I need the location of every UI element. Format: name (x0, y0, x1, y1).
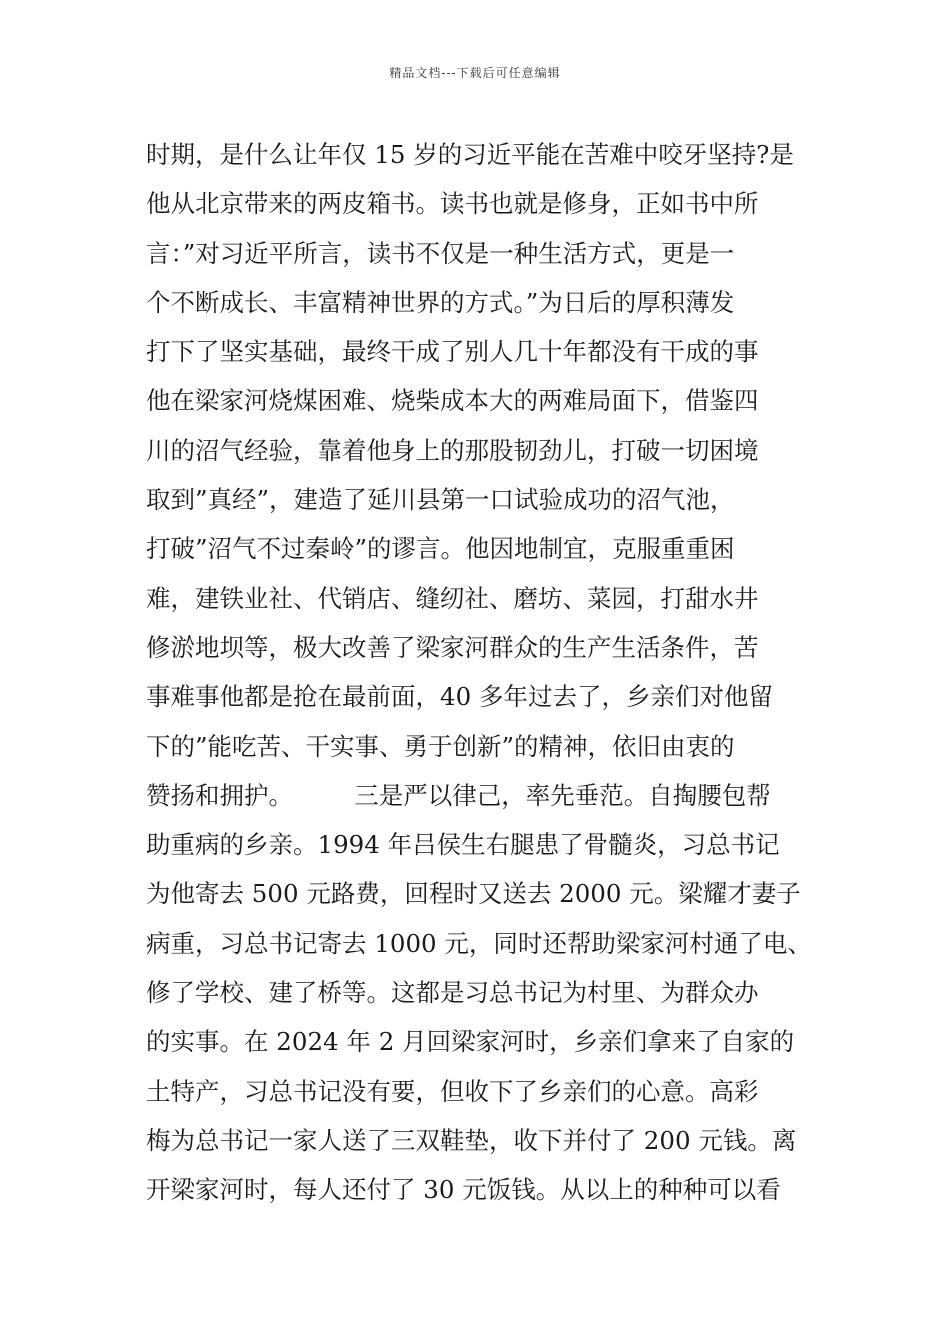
text-line: 言：”对习近平所言，读书不仅是一种生活方式，更是一 (146, 238, 735, 268)
text-line: 川的沼气经验，靠着他身上的那股韧劲儿，打破一切困境 (146, 435, 759, 465)
text-line: 时期，是什么让年仅 15 岁的习近平能在苦难中咬牙坚持?是 (146, 140, 794, 169)
text-line: 赞扬和拥护。 三是严以律己，率先垂范。自掏腰包帮 (146, 780, 771, 810)
text-line: 为他寄去 500 元路费，回程时又送去 2000 元。梁耀才妻子 (146, 879, 801, 909)
text-line: 的实事。在 2024 年 2 月回梁家河时，乡亲们拿来了自家的 (146, 1027, 795, 1057)
text-line: 取到”真经”，建造了延川县第一口试验成功的沼气池， (146, 485, 735, 515)
text-line: 打破”沼气不过秦岭”的谬言。他因地制宜，克服重重困 (146, 534, 735, 564)
text-line: 病重，习总书记寄去 1000 元，同时还帮助梁家河村通了电、 (146, 928, 812, 958)
text-line: 个不断成长、丰富精神世界的方式。”为日后的厚积薄发 (146, 287, 735, 317)
text-line: 他从北京带来的两皮箱书。读书也就是修身，正如书中所 (146, 189, 759, 219)
text-line: 他在梁家河烧煤困难、烧柴成本大的两难局面下，借鉴四 (146, 386, 759, 416)
text-line: 开梁家河时，每人还付了 30 元饭钱。从以上的种种可以看 (146, 1175, 781, 1205)
text-line: 事难事他都是抢在最前面，40 多年过去了，乡亲们对他留 (146, 682, 773, 712)
text-line: 修淤地坝等，极大改善了梁家河群众的生产生活条件，苦 (146, 632, 759, 662)
text-line: 助重病的乡亲。1994 年吕侯生右腿患了骨髓炎，习总书记 (146, 830, 780, 860)
document-body (146, 130, 866, 1215)
text-line: 下的”能吃苦、干实事、勇于创新”的精神，依旧由衷的 (146, 731, 735, 761)
page-header: 精品文档---下载后可任意编辑 (389, 66, 561, 80)
text-line: 土特产，习总书记没有要，但收下了乡亲们的心意。高彩 (146, 1076, 759, 1106)
text-line: 难，建铁业社、代销店、缝纫社、磨坊、菜园，打甜水井 (146, 583, 759, 613)
text-line: 梅为总书记一家人送了三双鞋垫，收下并付了 200 元钱。离 (146, 1125, 797, 1155)
text-line: 修了学校、建了桥等。这都是习总书记为村里、为群众办 (146, 978, 759, 1008)
text-line: 打下了坚实基础，最终干成了别人几十年都没有干成的事 (146, 337, 759, 367)
